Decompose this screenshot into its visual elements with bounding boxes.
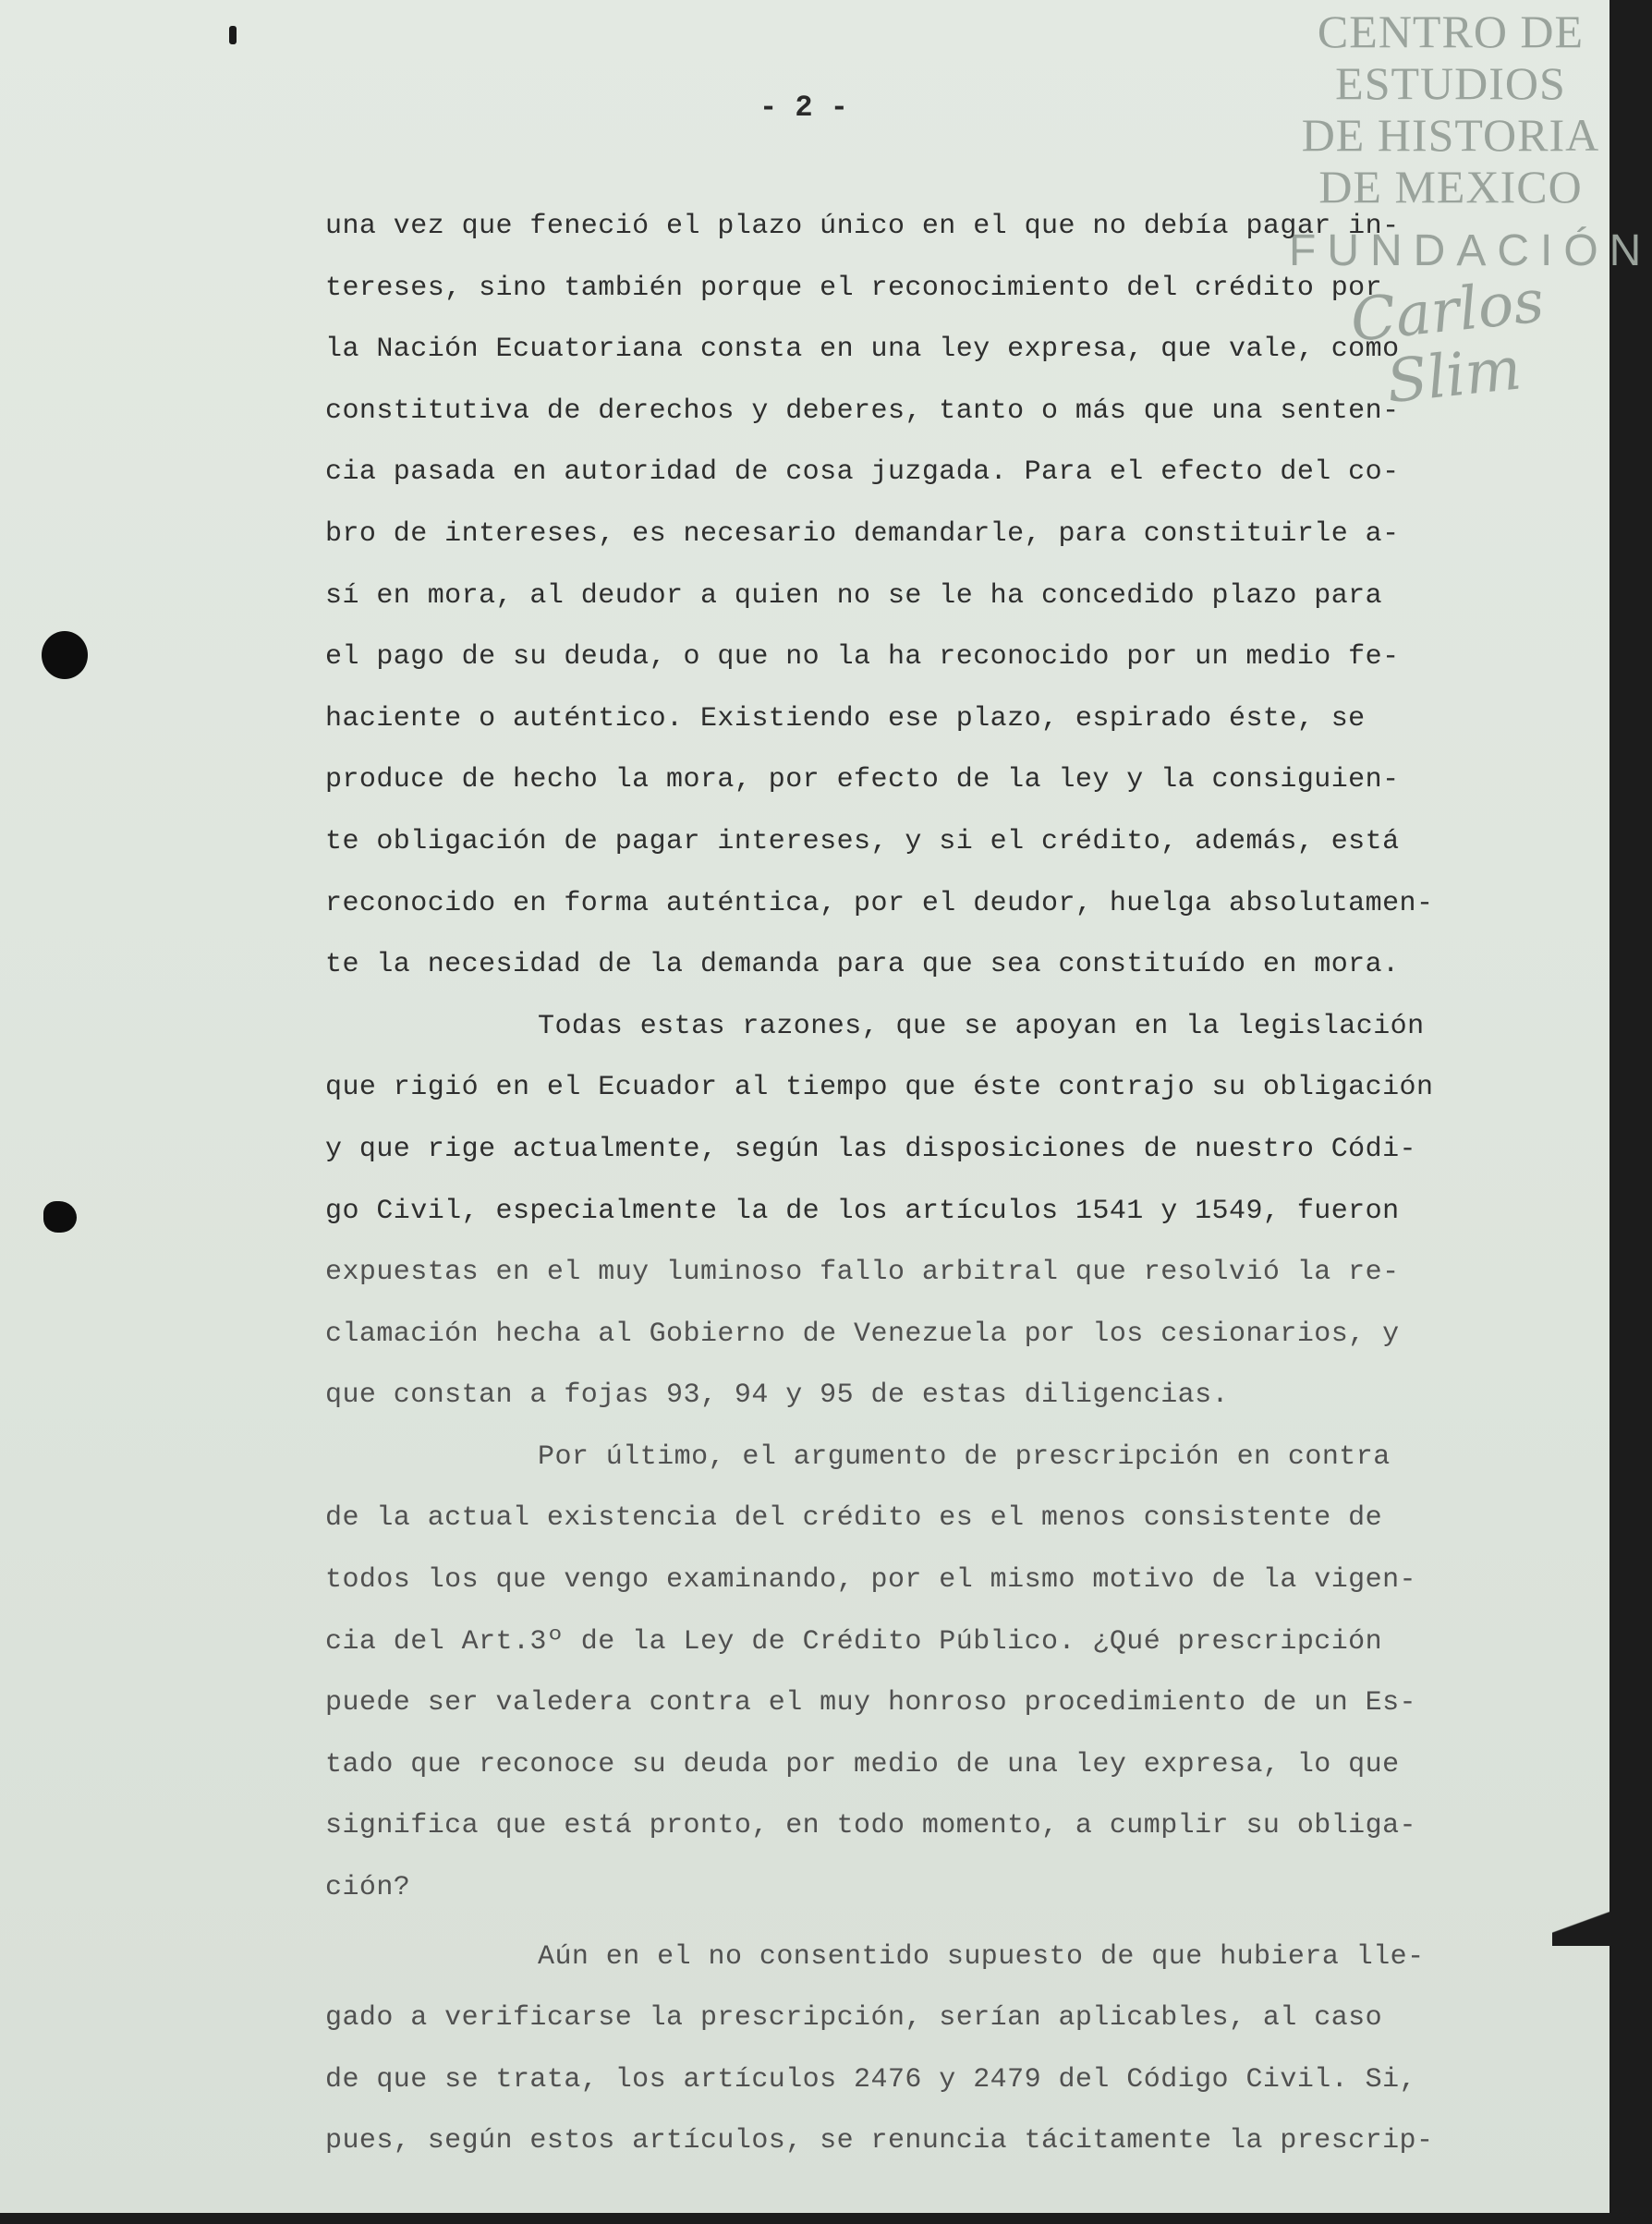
text-line: de que se trata, los artículos 2476 y 2479 del Código Civil. Si, bbox=[325, 2063, 1416, 2096]
text-line: reconocido en forma auténtica, por el deudor, huelga absolutamen- bbox=[325, 887, 1434, 919]
text-line: todos los que vengo examinando, por el mismo motivo de la vigen- bbox=[325, 1564, 1416, 1597]
text-line: expuestas en el muy luminoso fallo arbitral que resolvió la re- bbox=[325, 1257, 1400, 1289]
text-line: produce de hecho la mora, por efecto de la ley y la consiguien- bbox=[325, 764, 1400, 796]
text-line: te obligación de pagar intereses, y si el crédito, además, está bbox=[325, 825, 1400, 857]
watermark-foundation: FUNDACIÓN bbox=[1289, 226, 1652, 275]
text-line: cia del Art.3º de la Ley de Crédito Público. ¿Qué prescripción bbox=[325, 1625, 1383, 1658]
text-line: te la necesidad de la demanda para que sea constituído en mora. bbox=[325, 949, 1400, 981]
punch-hole-top bbox=[42, 631, 88, 679]
text-line: pues, según estos artículos, se renuncia tácitamente la prescrip- bbox=[325, 2125, 1434, 2157]
text-line: la Nación Ecuatoriana consta en una ley expresa, que vale, como bbox=[325, 334, 1400, 366]
text-line: de la actual existencia del crédito es el menos consistente de bbox=[325, 1502, 1383, 1535]
watermark-line: CENTRO DE bbox=[1317, 6, 1585, 57]
text-line: bro de intereses, es necesario demandarle, para constituirle a- bbox=[325, 517, 1400, 550]
page-number: - 2 - bbox=[759, 91, 848, 125]
watermark-line: DE MEXICO bbox=[1318, 161, 1583, 213]
text-line: tereses, sino también porque el reconocimiento del crédito por bbox=[325, 272, 1383, 304]
text-line: puede ser valedera contra el muy honroso procedimiento de un Es- bbox=[325, 1687, 1416, 1720]
text-line: ción? bbox=[325, 1872, 411, 1904]
ink-speck bbox=[229, 26, 237, 44]
text-line: y que rige actualmente, según las disposiciones de nuestro Códi- bbox=[325, 1133, 1416, 1165]
text-line: haciente o auténtico. Existiendo ese plazo, espirado éste, se bbox=[325, 702, 1366, 735]
text-line: que rigió en el Ecuador al tiempo que éste contrajo su obligación bbox=[325, 1072, 1434, 1104]
text-line: sí en mora, al deudor a quien no se le ha concedido plazo para bbox=[325, 579, 1383, 612]
watermark-line: ESTUDIOS bbox=[1335, 57, 1566, 109]
paragraph-start-line: Por último, el argumento de prescripción en contra bbox=[538, 1440, 1391, 1473]
torn-edge-mark bbox=[1552, 1909, 1609, 1946]
text-line: constitutiva de derechos y deberes, tanto o más que una senten- bbox=[325, 395, 1400, 427]
text-line: clamación hecha al Gobierno de Venezuela por los cesionarios, y bbox=[325, 1318, 1400, 1350]
text-line: go Civil, especialmente la de los artículos 1541 y 1549, fueron bbox=[325, 1195, 1400, 1227]
watermark-signature: Carlos Slim bbox=[1347, 267, 1548, 418]
watermark-line: DE HISTORIA bbox=[1301, 109, 1600, 161]
text-line: significa que está pronto, en todo momento, a cumplir su obliga- bbox=[325, 1810, 1416, 1842]
text-line: el pago de su deuda, o que no la ha reconocido por un medio fe- bbox=[325, 641, 1400, 674]
text-line: una vez que feneció el plazo único en el que no debía pagar in- bbox=[325, 211, 1400, 242]
paragraph-start-line: Aún en el no consentido supuesto de que hubiera lle- bbox=[538, 1940, 1425, 1973]
body-text bbox=[325, 196, 1526, 2172]
text-line: cia pasada en autoridad de cosa juzgada. Para el efecto del co- bbox=[325, 456, 1400, 489]
text-line: gado a verificarse la prescripción, serían aplicables, al caso bbox=[325, 2002, 1383, 2035]
text-line: que constan a fojas 93, 94 y 95 de estas diligencias. bbox=[325, 1379, 1230, 1412]
paragraph-start-line: Todas estas razones, que se apoyan en la legislación bbox=[538, 1010, 1425, 1042]
punch-hole-bottom bbox=[43, 1201, 77, 1233]
text-line: tado que reconoce su deuda por medio de una ley expresa, lo que bbox=[325, 1748, 1400, 1780]
